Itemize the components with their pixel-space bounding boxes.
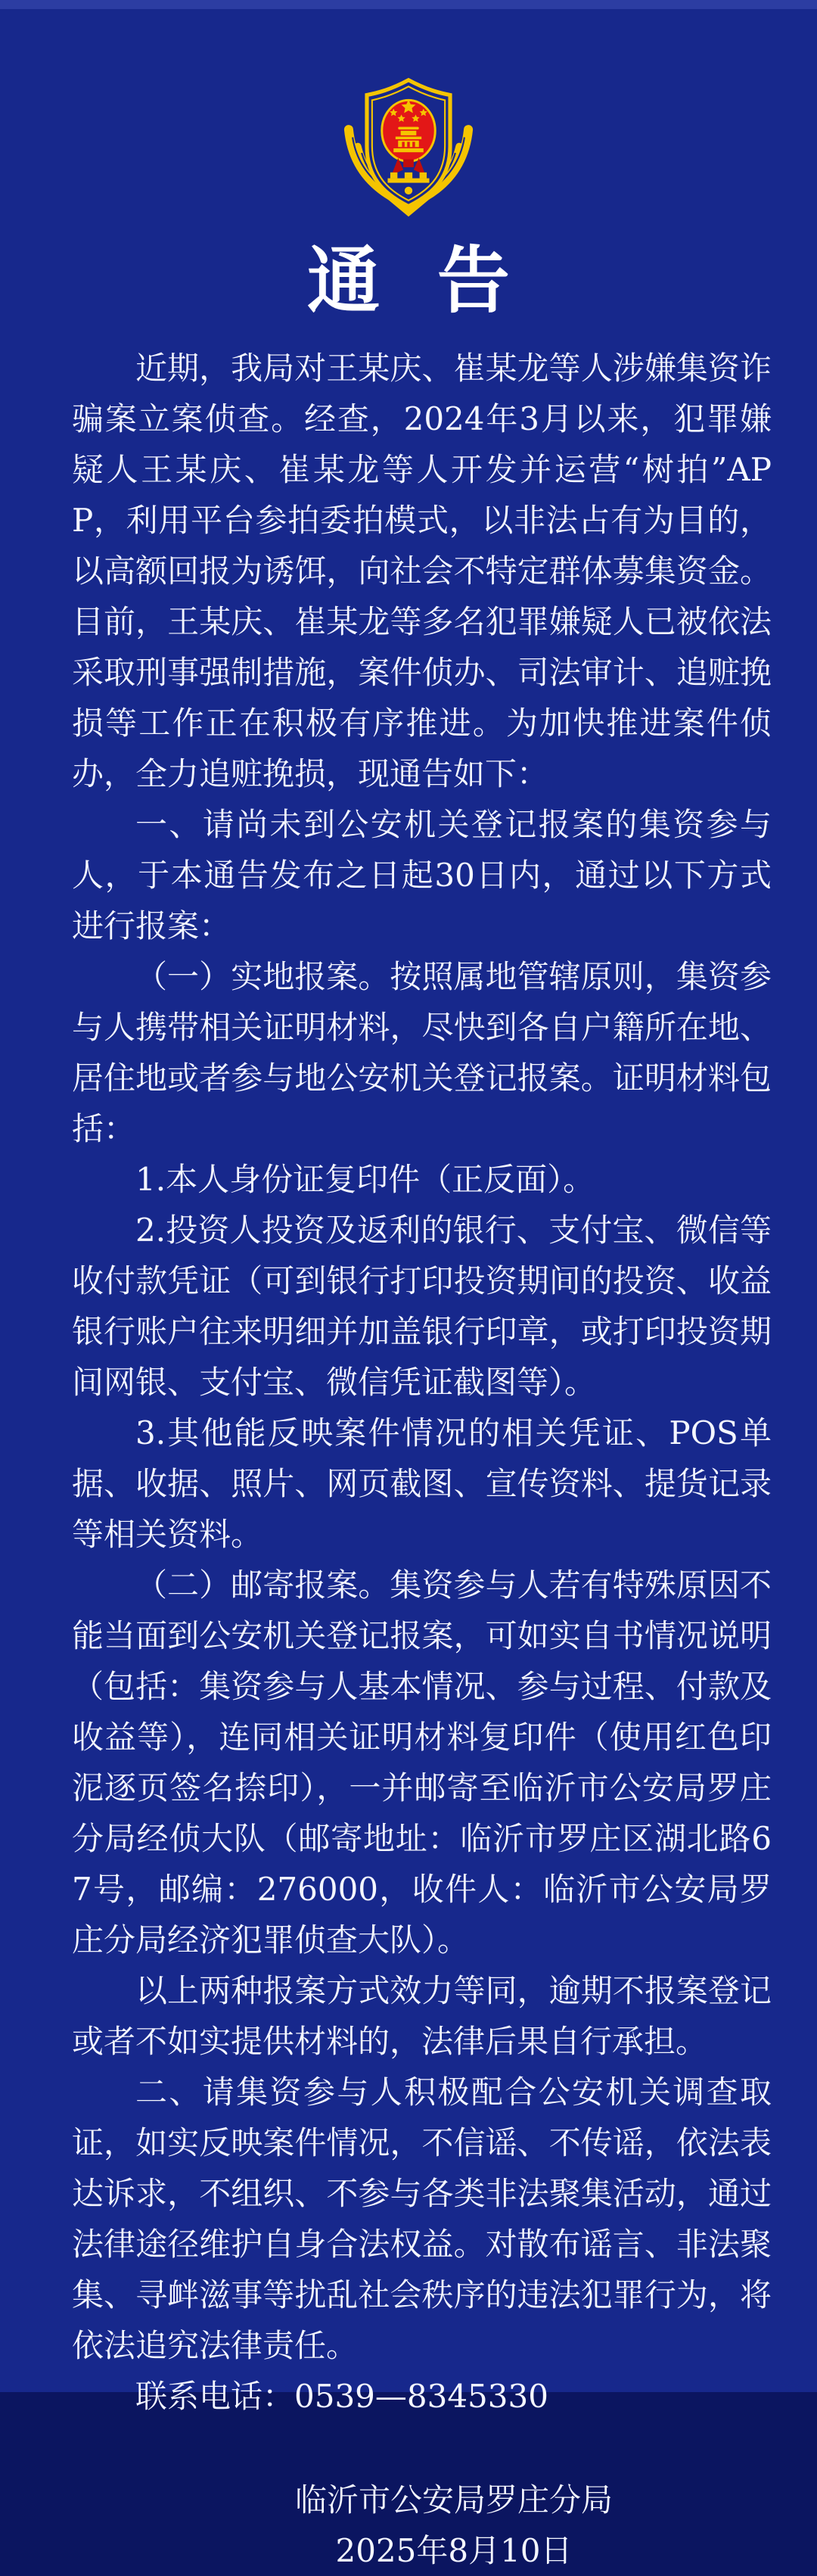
notice-paragraph: 以上两种报案方式效力等同，逾期不报案登记或者不如实提供材料的，法律后果自行承担。: [72, 1972, 772, 2061]
notice-paragraph: 近期，我局对王某庆、崔某龙等人涉嫌集资诈骗案立案侦查。经查，2024年3月以来，犯罪嫌疑人王某庆、崔某龙等人开发并运营“树拍”APP，利用平台参拍委拍模式，以非法占有为目的，以高额回报为诱饵，向社会不特定群体募集资金。目前，王某庆、崔某龙等多名犯罪嫌疑人已被依法采取刑事强制措施，案件侦办、司法审计、追赃挽损等工作正在积极有序推进。为加快推进案件侦办，全力追赃挽损，现通告如下：: [72, 350, 772, 793]
top-edge-strip: [0, 0, 817, 9]
notice-paragraph: 1.本人身份证复印件（正反面）。: [135, 1161, 595, 1199]
emblem-container: [0, 0, 817, 218]
notice-paragraph: 3.其他能反映案件情况的相关凭证、POS单据、收据、照片、网页截图、宣传资料、提货记录等相关资料。: [72, 1414, 772, 1554]
notice-title: 通 告: [307, 238, 526, 323]
issuer-signature: 临沂市公安局罗庄分局: [294, 2481, 613, 2519]
notice-body: [72, 343, 772, 2422]
police-badge-icon: [343, 70, 474, 218]
notice-paragraph: 联系电话：0539—8345330: [135, 2378, 548, 2416]
notice-paragraph: （二）邮寄报案。集资参与人若有特殊原因不能当面到公安机关登记报案，可如实自书情况说明（包括：集资参与人基本情况、参与过程、付款及收益等），连同相关证明材料复印件（使用红色印泥逐页签名捺印），一并邮寄至临沂市公安局罗庄分局经侦大队（邮寄地址：临沂市罗庄区湖北路67号，邮编：276000，收件人：临沂市公安局罗庄分局经济犯罪侦查大队）。: [72, 1566, 772, 1959]
notice-paragraph: 2.投资人投资及返利的银行、支付宝、微信等收付款凭证（可到银行打印投资期间的投资、收益银行账户往来明细并加盖银行印章，或打印投资期间网银、支付宝、微信凭证截图等）。: [72, 1212, 772, 1402]
notice-paragraph: 二、请集资参与人积极配合公安机关调查取证，如实反映案件情况，不信谣、不传谣，依法表达诉求，不组织、不参与各类非法聚集活动，通过法律途径维护自身合法权益。对散布谣言、非法聚集、寻衅滋事等扰乱社会秩序的违法犯罪行为，将依法追究法律责任。: [72, 2074, 772, 2365]
notice-paragraph: 一、请尚未到公安机关登记报案的集资参与人，于本通告发布之日起30日内，通过以下方式进行报案：: [72, 806, 772, 945]
notice-paragraph: （一）实地报案。按照属地管辖原则，集资参与人携带相关证明材料，尽快到各自户籍所在地、居住地或者参与地公安机关登记报案。证明材料包括：: [72, 958, 772, 1148]
notice-date: 2025年8月10日: [335, 2532, 573, 2570]
notice-footer: [0, 2475, 817, 2576]
